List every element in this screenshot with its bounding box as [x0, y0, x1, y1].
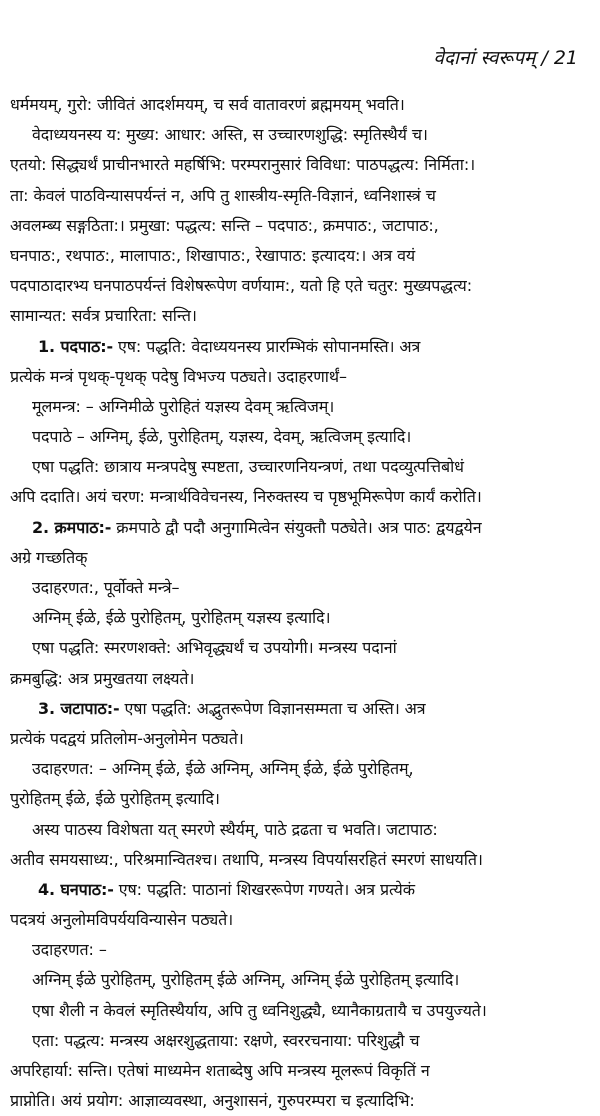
line-text: अग्रे गच्छतिक्: [10, 547, 88, 567]
text-line: [10, 181, 592, 211]
text-line: [10, 211, 592, 241]
text-line: [10, 633, 592, 663]
text-line: [10, 452, 592, 482]
text-line: [10, 1086, 592, 1116]
text-line: [10, 935, 592, 965]
line-text: अग्निम् ईळे, ईळे पुरोहितम्, पुरोहितम् यज्ञस्य इत्यादि।: [32, 608, 331, 628]
text-line: [10, 905, 592, 935]
body-text: [10, 90, 592, 1116]
section-heading-line: [10, 875, 592, 905]
text-line: [10, 1026, 592, 1056]
line-text: अवलम्ब्य सङ्गठिता:। प्रमुखा: पद्धत्य: सन्ति – पदपाठ:, क्रमपाठ:, जटापाठ:,: [10, 215, 439, 235]
line-text: पदत्रयं अनुलोमविपर्ययविन्यासेन पठ्यते।: [10, 910, 234, 930]
text-line: [10, 301, 592, 331]
line-text: प्राप्नोति। अयं प्रयोग: आज्ञाव्यवस्था, अनुशासनं, गुरुपरम्परा च इत्यादिभि:: [10, 1091, 415, 1111]
line-text: अग्निम् ईळे पुरोहितम्, पुरोहितम् ईळे अग्निम्, अग्निम् ईळे पुरोहितम् इत्यादि।: [32, 970, 460, 990]
text-line: [10, 965, 592, 995]
line-text: अस्य पाठस्य विशेषता यत् स्मरणे स्थैर्यम्, पाठे द्रढता च भवति। जटापाठ:: [32, 819, 438, 839]
line-text: मूलमन्त्र: – अग्निमीळे पुरोहितं यज्ञस्य देवम् ऋत्विजम्।: [32, 396, 335, 416]
text-line: [10, 664, 592, 694]
line-text: अतीव समयसाध्य:, परिश्रमान्वितश्च। तथापि, मन्त्रस्य विपर्यासरहितं स्मरणं साधयति।: [10, 849, 483, 869]
text-line: [10, 392, 592, 422]
line-text: अपि ददाति। अयं चरण: मन्त्रार्थविवेचनस्य, निरुक्तस्य च पृष्ठभूमिरूपेण कार्यं करोति।: [10, 487, 482, 507]
running-header: वेदानां स्वरूपम् / 21: [433, 47, 578, 69]
text-line: [10, 362, 592, 392]
line-text: एषा शैली न केवलं स्मृतिस्थैर्याय, अपि तु ध्वनिशुद्ध्यै, ध्यानैकाग्रतायै च उपयुज्यते।: [32, 1000, 487, 1020]
text-line: [10, 724, 592, 754]
line-text: क्रमपाठे द्वौ पदौ अनुगामित्वेन संयुक्तौ पठ्येते। अत्र पाठ: द्वयद्वयेन: [111, 517, 482, 537]
text-line: [10, 1056, 592, 1086]
line-text: वेदाध्ययनस्य य: मुख्य: आधार: अस्ति, स उच्चारणशुद्धि: स्मृतिस्थैर्यं च।: [32, 125, 428, 145]
text-line: [10, 482, 592, 512]
line-text: पदपाठे – अग्निम्, ईळे, पुरोहितम्, यज्ञस्य, देवम्, ऋत्विजम् इत्यादि।: [32, 427, 412, 447]
text-line: [10, 150, 592, 180]
line-text: अपरिहार्या: सन्ति। एतेषां माध्यमेन शताब्देषु अपि मन्त्रस्य मूलरूपं विकृतिं न: [10, 1061, 430, 1080]
text-line: [10, 543, 592, 573]
text-line: [10, 422, 592, 452]
line-text: उदाहरणत: – अग्निम् ईळे, ईळे अग्निम्, अग्निम् ईळे, ईळे पुरोहितम्,: [32, 759, 414, 779]
section-heading-line: [10, 332, 592, 362]
line-text: प्रत्येकं मन्त्रं पृथक्-पृथक् पदेषु विभज्य पठ्यते। उदाहरणार्थं–: [10, 366, 347, 386]
section-heading: 2. क्रमपाठ:-: [32, 517, 112, 537]
text-line: [10, 845, 592, 875]
line-text: उदाहरणत: –: [32, 940, 107, 960]
line-text: एषा पद्धति: छात्राय मन्त्रपदेषु स्पष्टता, उच्चारणनियन्त्रणं, तथा पदव्युत्पत्तिबोधं: [32, 457, 464, 477]
text-line: [10, 784, 592, 814]
section-heading-line: [10, 694, 592, 724]
line-text: एषा पद्धति: स्मरणशक्ते: अभिवृद्ध्यर्थं च उपयोगी। मन्त्रस्य पदानां: [32, 638, 397, 658]
section-heading-line: [10, 513, 592, 543]
line-text: एष: पद्धति: वेदाध्ययनस्य प्रारम्भिकं सोपानमस्ति। अत्र: [113, 336, 421, 356]
line-text: पुरोहितम् ईळे, ईळे पुरोहितम् इत्यादि।: [10, 789, 220, 809]
text-line: [10, 271, 592, 301]
line-text: एतयो: सिद्ध्यर्थं प्राचीनभारते महर्षिभि: परम्परानुसारं विविधा: पाठपद्धत्य: निर्मिता:।: [10, 155, 476, 175]
line-text: सामान्यत: सर्वत्र प्रचारिता: सन्ति।: [10, 306, 197, 326]
line-text: प्रत्येकं पदद्वयं प्रतिलोम-अनुलोमेन पठ्यते।: [10, 728, 244, 748]
section-heading: 1. पदपाठ:-: [38, 336, 114, 356]
text-line: [10, 241, 592, 271]
line-text: एता: पद्धत्य: मन्त्रस्य अक्षरशुद्धताया: रक्षणे, स्वररचनाया: परिशुद्धौ च: [32, 1030, 420, 1050]
line-text: ता: केवलं पाठविन्यासपर्यन्तं न, अपि तु शास्त्रीय-स्मृति-विज्ञानं, ध्वनिशास्त्रं च: [10, 185, 436, 205]
section-heading: 4. घनपाठ:-: [38, 879, 114, 899]
text-line: [10, 90, 592, 120]
line-text: क्रमबुद्धि: अत्र प्रमुखतया लक्ष्यते।: [10, 668, 195, 688]
text-line: [10, 603, 592, 633]
line-text: एष: पद्धति: पाठानां शिखररूपेण गण्यते। अत्र प्रत्येकं: [113, 879, 415, 899]
text-line: [10, 996, 592, 1026]
text-line: [10, 754, 592, 784]
line-text: धर्ममयम्, गुरो: जीवितं आदर्शमयम्, च सर्व वातावरणं ब्रह्ममयम् भवति।: [10, 95, 405, 114]
text-line: [10, 815, 592, 845]
line-text: उदाहरणत:, पूर्वोक्ते मन्त्रे–: [32, 578, 180, 597]
text-line: [10, 120, 592, 150]
line-text: घनपाठ:, रथपाठ:, मालापाठ:, शिखापाठ:, रेखापाठ: इत्यादय:। अत्र वयं: [10, 245, 416, 265]
text-line: [10, 573, 592, 603]
line-text: एषा पद्धति: अद्भुतरूपेण विज्ञानसम्मता च अस्ति। अत्र: [119, 698, 426, 718]
line-text: पदपाठादारभ्य घनपाठपर्यन्तं विशेषरूपेण वर्णयाम:, यतो हि एते चतुर: मुख्यपद्धत्य:: [10, 276, 472, 296]
section-heading: 3. जटापाठ:-: [38, 698, 120, 718]
